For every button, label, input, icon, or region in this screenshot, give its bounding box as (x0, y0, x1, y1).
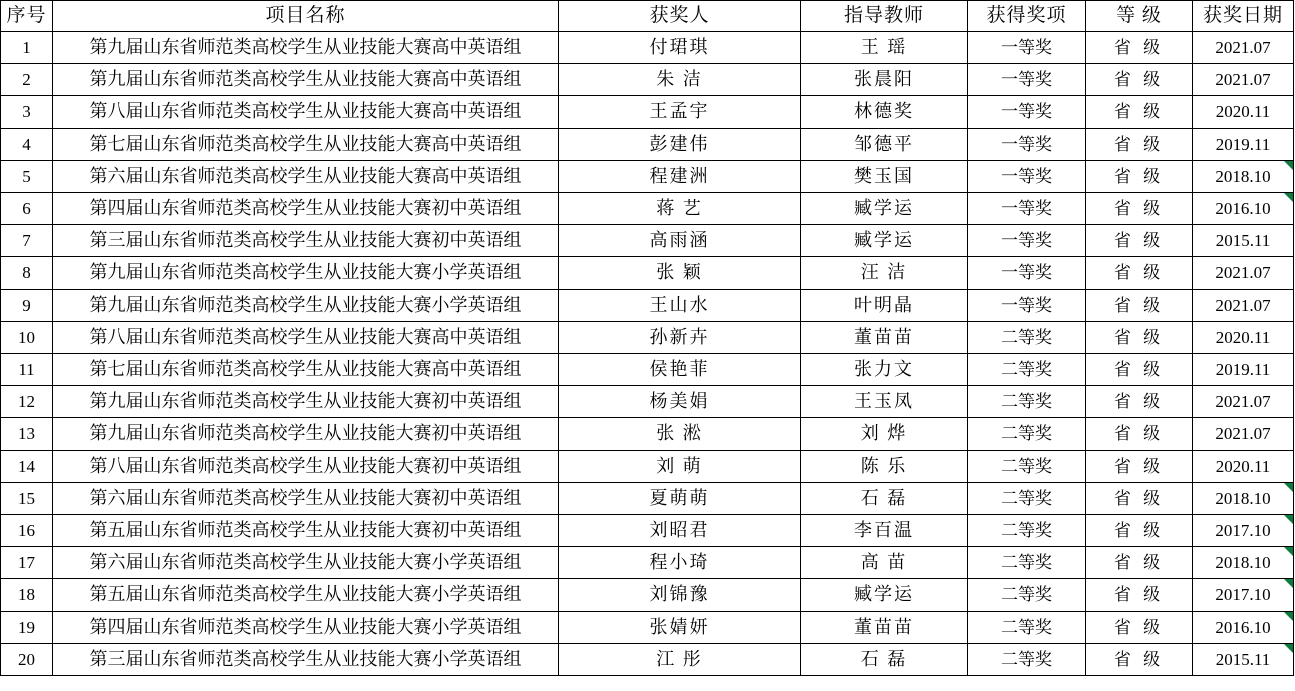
cell-level: 省 级 (1086, 515, 1193, 547)
cell-teacher: 樊玉国 (801, 160, 968, 192)
cell-prize: 二等奖 (968, 321, 1086, 353)
cell-teacher: 张力文 (801, 354, 968, 386)
header-date: 获奖日期 (1193, 1, 1294, 32)
table-row (1, 515, 1294, 547)
cell-winner: 侯艳菲 (559, 354, 801, 386)
cell-level: 省 级 (1086, 193, 1193, 225)
cell-level: 省 级 (1086, 257, 1193, 289)
cell-name: 第三届山东省师范类高校学生从业技能大赛初中英语组 (53, 225, 559, 257)
cell-name: 第六届山东省师范类高校学生从业技能大赛小学英语组 (53, 547, 559, 579)
cell-date: 2019.11 (1193, 354, 1294, 386)
cell-winner: 夏萌萌 (559, 482, 801, 514)
table-row (1, 611, 1294, 643)
cell-prize: 二等奖 (968, 611, 1086, 643)
cell-winner: 程建洲 (559, 160, 801, 192)
cell-level: 省 级 (1086, 64, 1193, 96)
table-row (1, 418, 1294, 450)
cell-level: 省 级 (1086, 160, 1193, 192)
cell-date: 2021.07 (1193, 386, 1294, 418)
cell-prize: 一等奖 (968, 193, 1086, 225)
cell-date: 2016.10 (1193, 193, 1294, 225)
cell-prize: 二等奖 (968, 386, 1086, 418)
cell-index: 12 (1, 386, 53, 418)
table-row (1, 160, 1294, 192)
cell-name: 第九届山东省师范类高校学生从业技能大赛初中英语组 (53, 386, 559, 418)
cell-index: 14 (1, 450, 53, 482)
header-teacher: 指导教师 (801, 1, 968, 32)
cell-prize: 二等奖 (968, 547, 1086, 579)
cell-teacher: 王玉凤 (801, 386, 968, 418)
table-row (1, 257, 1294, 289)
cell-prize: 一等奖 (968, 160, 1086, 192)
table-row (1, 321, 1294, 353)
cell-winner: 程小琦 (559, 547, 801, 579)
cell-name: 第三届山东省师范类高校学生从业技能大赛小学英语组 (53, 643, 559, 675)
cell-date: 2021.07 (1193, 418, 1294, 450)
cell-teacher: 石 磊 (801, 482, 968, 514)
cell-level: 省 级 (1086, 482, 1193, 514)
cell-name: 第七届山东省师范类高校学生从业技能大赛高中英语组 (53, 128, 559, 160)
cell-winner: 付珺琪 (559, 32, 801, 64)
cell-name: 第九届山东省师范类高校学生从业技能大赛高中英语组 (53, 32, 559, 64)
cell-name: 第五届山东省师范类高校学生从业技能大赛小学英语组 (53, 579, 559, 611)
cell-teacher: 王 瑶 (801, 32, 968, 64)
cell-prize: 一等奖 (968, 32, 1086, 64)
cell-index: 7 (1, 225, 53, 257)
cell-date: 2016.10 (1193, 611, 1294, 643)
cell-date: 2018.10 (1193, 482, 1294, 514)
cell-level: 省 级 (1086, 128, 1193, 160)
cell-level: 省 级 (1086, 96, 1193, 128)
cell-winner: 王孟宇 (559, 96, 801, 128)
table-row (1, 386, 1294, 418)
cell-level: 省 级 (1086, 579, 1193, 611)
header-index: 序号 (1, 1, 53, 32)
cell-teacher: 张晨阳 (801, 64, 968, 96)
cell-level: 省 级 (1086, 547, 1193, 579)
header-level: 等 级 (1086, 1, 1193, 32)
cell-teacher: 石 磊 (801, 643, 968, 675)
header-winner: 获奖人 (559, 1, 801, 32)
cell-date: 2017.10 (1193, 579, 1294, 611)
cell-name: 第四届山东省师范类高校学生从业技能大赛小学英语组 (53, 611, 559, 643)
cell-index: 6 (1, 193, 53, 225)
cell-prize: 二等奖 (968, 579, 1086, 611)
cell-index: 8 (1, 257, 53, 289)
table-row (1, 354, 1294, 386)
cell-winner: 张婧妍 (559, 611, 801, 643)
cell-teacher: 李百温 (801, 515, 968, 547)
cell-index: 20 (1, 643, 53, 675)
cell-name: 第八届山东省师范类高校学生从业技能大赛初中英语组 (53, 450, 559, 482)
cell-prize: 一等奖 (968, 64, 1086, 96)
cell-index: 5 (1, 160, 53, 192)
cell-winner: 朱 洁 (559, 64, 801, 96)
cell-winner: 刘锦豫 (559, 579, 801, 611)
cell-prize: 二等奖 (968, 354, 1086, 386)
cell-teacher: 臧学运 (801, 579, 968, 611)
cell-date: 2017.10 (1193, 515, 1294, 547)
cell-level: 省 级 (1086, 321, 1193, 353)
cell-name: 第九届山东省师范类高校学生从业技能大赛高中英语组 (53, 64, 559, 96)
cell-level: 省 级 (1086, 32, 1193, 64)
cell-teacher: 董苗苗 (801, 611, 968, 643)
cell-prize: 二等奖 (968, 515, 1086, 547)
cell-winner: 刘 萌 (559, 450, 801, 482)
cell-teacher: 董苗苗 (801, 321, 968, 353)
cell-date: 2021.07 (1193, 64, 1294, 96)
header-name: 项目名称 (53, 1, 559, 32)
cell-winner: 高雨涵 (559, 225, 801, 257)
cell-level: 省 级 (1086, 450, 1193, 482)
table-row (1, 643, 1294, 675)
table-header (1, 1, 1294, 32)
cell-winner: 杨美娟 (559, 386, 801, 418)
table-row (1, 193, 1294, 225)
cell-name: 第八届山东省师范类高校学生从业技能大赛高中英语组 (53, 96, 559, 128)
cell-index: 18 (1, 579, 53, 611)
cell-teacher: 邹德平 (801, 128, 968, 160)
table-row (1, 579, 1294, 611)
cell-winner: 蒋 艺 (559, 193, 801, 225)
cell-prize: 一等奖 (968, 128, 1086, 160)
cell-winner: 孙新卉 (559, 321, 801, 353)
cell-index: 13 (1, 418, 53, 450)
cell-prize: 一等奖 (968, 289, 1086, 321)
cell-prize: 一等奖 (968, 225, 1086, 257)
cell-level: 省 级 (1086, 386, 1193, 418)
cell-date: 2015.11 (1193, 225, 1294, 257)
table-row (1, 96, 1294, 128)
table-row (1, 32, 1294, 64)
cell-date: 2020.11 (1193, 450, 1294, 482)
cell-prize: 一等奖 (968, 96, 1086, 128)
cell-teacher: 高 苗 (801, 547, 968, 579)
cell-date: 2019.11 (1193, 128, 1294, 160)
cell-teacher: 臧学运 (801, 225, 968, 257)
cell-date: 2021.07 (1193, 257, 1294, 289)
cell-teacher: 陈 乐 (801, 450, 968, 482)
cell-winner: 刘昭君 (559, 515, 801, 547)
cell-winner: 张 淞 (559, 418, 801, 450)
cell-level: 省 级 (1086, 418, 1193, 450)
cell-index: 3 (1, 96, 53, 128)
cell-index: 17 (1, 547, 53, 579)
table-body (1, 32, 1294, 676)
cell-name: 第八届山东省师范类高校学生从业技能大赛高中英语组 (53, 321, 559, 353)
header-row (1, 1, 1294, 32)
table-row (1, 547, 1294, 579)
cell-index: 19 (1, 611, 53, 643)
cell-teacher: 林德奖 (801, 96, 968, 128)
cell-date: 2018.10 (1193, 160, 1294, 192)
table-row (1, 450, 1294, 482)
cell-date: 2018.10 (1193, 547, 1294, 579)
cell-name: 第六届山东省师范类高校学生从业技能大赛高中英语组 (53, 160, 559, 192)
table-row (1, 128, 1294, 160)
cell-level: 省 级 (1086, 225, 1193, 257)
cell-winner: 江 彤 (559, 643, 801, 675)
cell-index: 1 (1, 32, 53, 64)
cell-prize: 二等奖 (968, 450, 1086, 482)
cell-index: 10 (1, 321, 53, 353)
table-row (1, 289, 1294, 321)
cell-index: 16 (1, 515, 53, 547)
cell-prize: 二等奖 (968, 418, 1086, 450)
cell-index: 9 (1, 289, 53, 321)
cell-index: 15 (1, 482, 53, 514)
cell-teacher: 汪 洁 (801, 257, 968, 289)
table-row (1, 482, 1294, 514)
cell-index: 11 (1, 354, 53, 386)
cell-name: 第九届山东省师范类高校学生从业技能大赛小学英语组 (53, 289, 559, 321)
cell-date: 2021.07 (1193, 289, 1294, 321)
table-row (1, 225, 1294, 257)
cell-teacher: 叶明晶 (801, 289, 968, 321)
cell-date: 2020.11 (1193, 96, 1294, 128)
cell-winner: 王山水 (559, 289, 801, 321)
cell-name: 第六届山东省师范类高校学生从业技能大赛初中英语组 (53, 482, 559, 514)
cell-date: 2020.11 (1193, 321, 1294, 353)
cell-level: 省 级 (1086, 354, 1193, 386)
cell-name: 第九届山东省师范类高校学生从业技能大赛初中英语组 (53, 418, 559, 450)
cell-teacher: 臧学运 (801, 193, 968, 225)
cell-prize: 二等奖 (968, 643, 1086, 675)
cell-teacher: 刘 烨 (801, 418, 968, 450)
cell-level: 省 级 (1086, 289, 1193, 321)
cell-level: 省 级 (1086, 611, 1193, 643)
table-row (1, 64, 1294, 96)
cell-winner: 张 颖 (559, 257, 801, 289)
cell-date: 2021.07 (1193, 32, 1294, 64)
cell-winner: 彭建伟 (559, 128, 801, 160)
cell-name: 第七届山东省师范类高校学生从业技能大赛高中英语组 (53, 354, 559, 386)
cell-index: 4 (1, 128, 53, 160)
cell-name: 第九届山东省师范类高校学生从业技能大赛小学英语组 (53, 257, 559, 289)
cell-name: 第四届山东省师范类高校学生从业技能大赛初中英语组 (53, 193, 559, 225)
cell-name: 第五届山东省师范类高校学生从业技能大赛初中英语组 (53, 515, 559, 547)
cell-prize: 二等奖 (968, 482, 1086, 514)
cell-index: 2 (1, 64, 53, 96)
cell-prize: 一等奖 (968, 257, 1086, 289)
cell-level: 省 级 (1086, 643, 1193, 675)
cell-date: 2015.11 (1193, 643, 1294, 675)
header-prize: 获得奖项 (968, 1, 1086, 32)
